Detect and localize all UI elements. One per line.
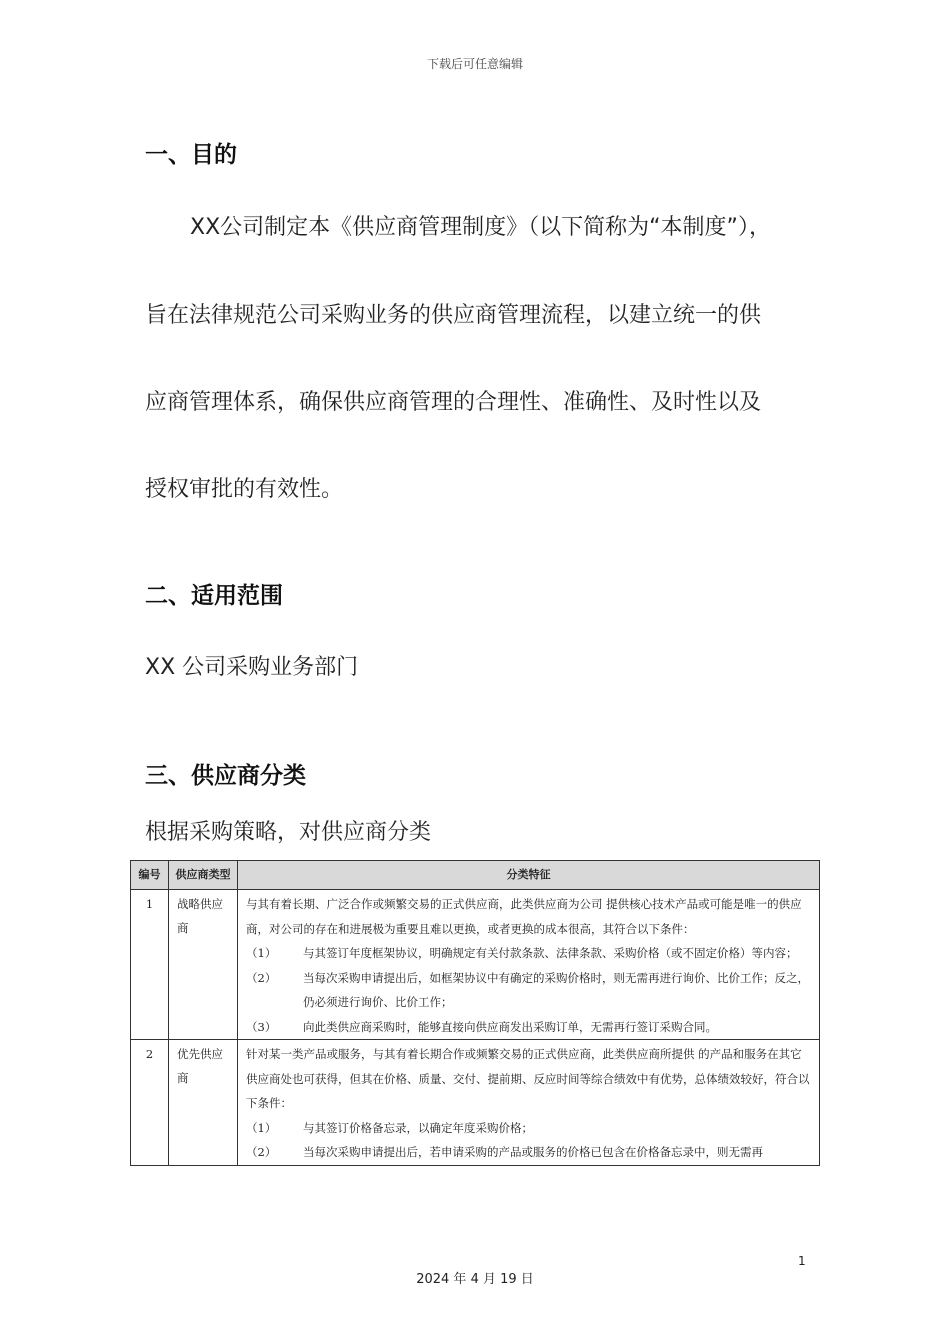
section-1-line-1: XX公司制定本《供应商管理制度》（以下简称为“本制度”），	[190, 215, 771, 240]
row-2-item-1: （1） 与其签订价格备忘录，以确定年度采购价格；	[246, 1120, 533, 1135]
table-row	[131, 890, 820, 1040]
row-2-type: 优先供应商	[169, 1040, 238, 1166]
header-no: 编号	[131, 861, 169, 890]
section-3-title: 三、供应商分类	[145, 763, 306, 789]
table-row	[131, 1040, 820, 1166]
section-1-line-3: 应商管理体系，确保供应商管理的合理性、准确性、及时性以及	[145, 390, 762, 415]
supplier-classification-table	[130, 860, 820, 1166]
row-2-desc: 针对某一类产品或服务，与其有着长期合作或频繁交易的正式供应商，此类供应商所提供 的产品和服务在其它供应商处也可获得，但其在价格、质量、交付、提前期、反应时间等综合绩效中有优势，总体绩效较好，符合以下条件：	[246, 1047, 810, 1110]
section-1-line-4: 授权审批的有效性。	[145, 477, 344, 502]
row-2-no: 2	[131, 1040, 169, 1166]
header-features: 分类特征	[238, 861, 820, 890]
row-2-item-2: （2） 当每次采购申请提出后，若申请采购的产品或服务的价格已包含在价格备忘录中，则无需再	[246, 1145, 763, 1159]
section-2-title: 二、适用范围	[145, 583, 283, 609]
row-1-item-2: （2） 当每次采购申请提出后，如框架协议中有确定的采购价格时，则无需再进行询价、比价工作；反之，仍必须进行询价、比价工作；	[246, 970, 809, 1009]
row-1-desc: 与其有着长期、广泛合作或频繁交易的正式供应商，此类供应商为公司 提供核心技术产品或可能是唯一的供应商，对公司的存在和进展极为重要且难以更换，或者更换的成本很高，其符合以下条件：	[246, 897, 802, 936]
section-1-title: 一、目的	[145, 142, 237, 168]
row-1-no: 1	[131, 890, 169, 1040]
footer-date: 2024 年 4 月 19 日	[416, 1272, 534, 1287]
header-type: 供应商类型	[169, 861, 238, 890]
row-2-features	[238, 1040, 820, 1166]
section-1-line-2: 旨在法律规范公司采购业务的供应商管理流程，以建立统一的供	[145, 303, 762, 328]
page-number: 1	[798, 1254, 806, 1268]
row-1-item-1: （1） 与其签订年度框架协议，明确规定有关付款条款、法律条款、采购价格（或不固定价格）等内容；	[246, 946, 798, 960]
row-1-type: 战略供应商	[169, 890, 238, 1040]
section-3-intro: 根据采购策略，对供应商分类	[145, 820, 432, 845]
row-1-item-3: （3） 向此类供应商采购时，能够直接向供应商发出采购订单，无需再行签订采购合同。	[246, 1019, 717, 1034]
section-2-text: XX 公司采购业务部门	[145, 655, 359, 680]
table-header-row	[131, 861, 820, 890]
header-note: 下载后可任意编辑	[426, 57, 523, 71]
row-1-features	[238, 890, 820, 1040]
